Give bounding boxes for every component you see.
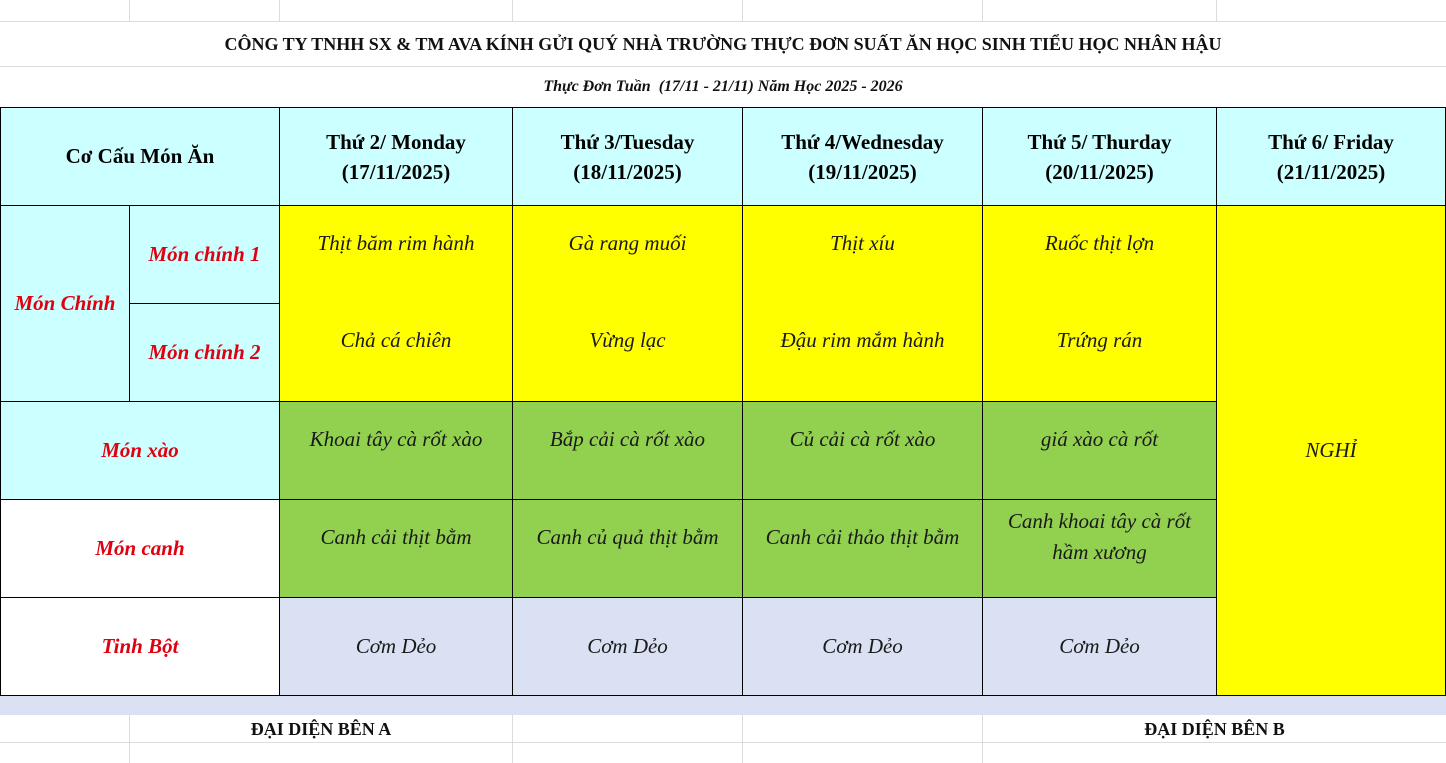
day-name: Thứ 4/Wednesday bbox=[781, 129, 944, 154]
row-label-mon-chinh-2: Món chính 2 bbox=[129, 303, 280, 402]
menu-cell: Cơm Dẻo bbox=[742, 597, 983, 696]
friday-off-cell: NGHỈ bbox=[1216, 205, 1446, 696]
signature-party-b: ĐẠI DIỆN BÊN B bbox=[983, 716, 1446, 742]
menu-cell: Củ cải cà rốt xào bbox=[742, 401, 983, 500]
day-date: (19/11/2025) bbox=[808, 159, 917, 184]
menu-cell: Chả cá chiên bbox=[279, 303, 513, 402]
day-name: Thứ 6/ Friday bbox=[1268, 129, 1394, 154]
menu-cell: Khoai tây cà rốt xào bbox=[279, 401, 513, 500]
row-label-tinh-bot: Tinh Bột bbox=[0, 597, 280, 696]
day-header-thursday bbox=[982, 107, 1217, 206]
menu-cell: Canh cải thảo thịt bằm bbox=[742, 499, 983, 598]
day-date: (20/11/2025) bbox=[1045, 159, 1154, 184]
menu-cell: Bắp cải cà rốt xào bbox=[512, 401, 743, 500]
day-name: Thứ 5/ Thurday bbox=[1027, 129, 1172, 154]
day-name: Thứ 2/ Monday bbox=[326, 129, 466, 154]
day-header-tuesday bbox=[512, 107, 743, 206]
day-date: (18/11/2025) bbox=[573, 159, 682, 184]
menu-cell: Canh cải thịt bằm bbox=[279, 499, 513, 598]
day-header-monday bbox=[279, 107, 513, 206]
row-label-mon-canh: Món canh bbox=[0, 499, 280, 598]
day-date: (17/11/2025) bbox=[341, 159, 451, 184]
menu-cell: Trứng rán bbox=[982, 303, 1217, 402]
menu-cell: Gà rang muối bbox=[512, 205, 743, 304]
menu-cell: Canh khoai tây cà rốt hầm xương bbox=[982, 499, 1217, 598]
menu-cell: Canh củ quả thịt bằm bbox=[512, 499, 743, 598]
spacer-row bbox=[0, 696, 1446, 715]
corner-header: Cơ Cấu Món Ăn bbox=[0, 107, 280, 206]
menu-table bbox=[0, 107, 1446, 696]
row-label-mon-chinh-1: Món chính 1 bbox=[129, 205, 280, 304]
menu-cell: Vừng lạc bbox=[512, 303, 743, 402]
day-header-friday bbox=[1216, 107, 1446, 206]
menu-cell: Cơm Dẻo bbox=[982, 597, 1217, 696]
row-label-mon-xao: Món xào bbox=[0, 401, 280, 500]
menu-cell: Ruốc thịt lợn bbox=[982, 205, 1217, 304]
menu-cell: Thịt băm rim hành bbox=[279, 205, 513, 304]
menu-cell: Thịt xíu bbox=[742, 205, 983, 304]
day-date: (21/11/2025) bbox=[1276, 159, 1386, 184]
page-title: CÔNG TY TNHH SX & TM AVA KÍNH GỬI QUÝ NHÀ TRƯỜNG THỰC ĐƠN SUẤT ĂN HỌC SINH TIỂU HỌC NHÂN HẬU bbox=[224, 33, 1222, 54]
menu-cell: Đậu rim mắm hành bbox=[742, 303, 983, 402]
page-subtitle: Thực Đơn Tuần (17/11 - 21/11) Năm Học 2025 - 2026 bbox=[543, 78, 903, 95]
menu-cell: Cơm Dẻo bbox=[279, 597, 513, 696]
day-header-wednesday bbox=[742, 107, 983, 206]
menu-cell: giá xào cà rốt bbox=[982, 401, 1217, 500]
row-group-mon-chinh: Món Chính bbox=[0, 205, 130, 402]
menu-cell: Cơm Dẻo bbox=[512, 597, 743, 696]
signature-party-a: ĐẠI DIỆN BÊN A bbox=[130, 716, 512, 742]
day-name: Thứ 3/Tuesday bbox=[560, 129, 695, 154]
